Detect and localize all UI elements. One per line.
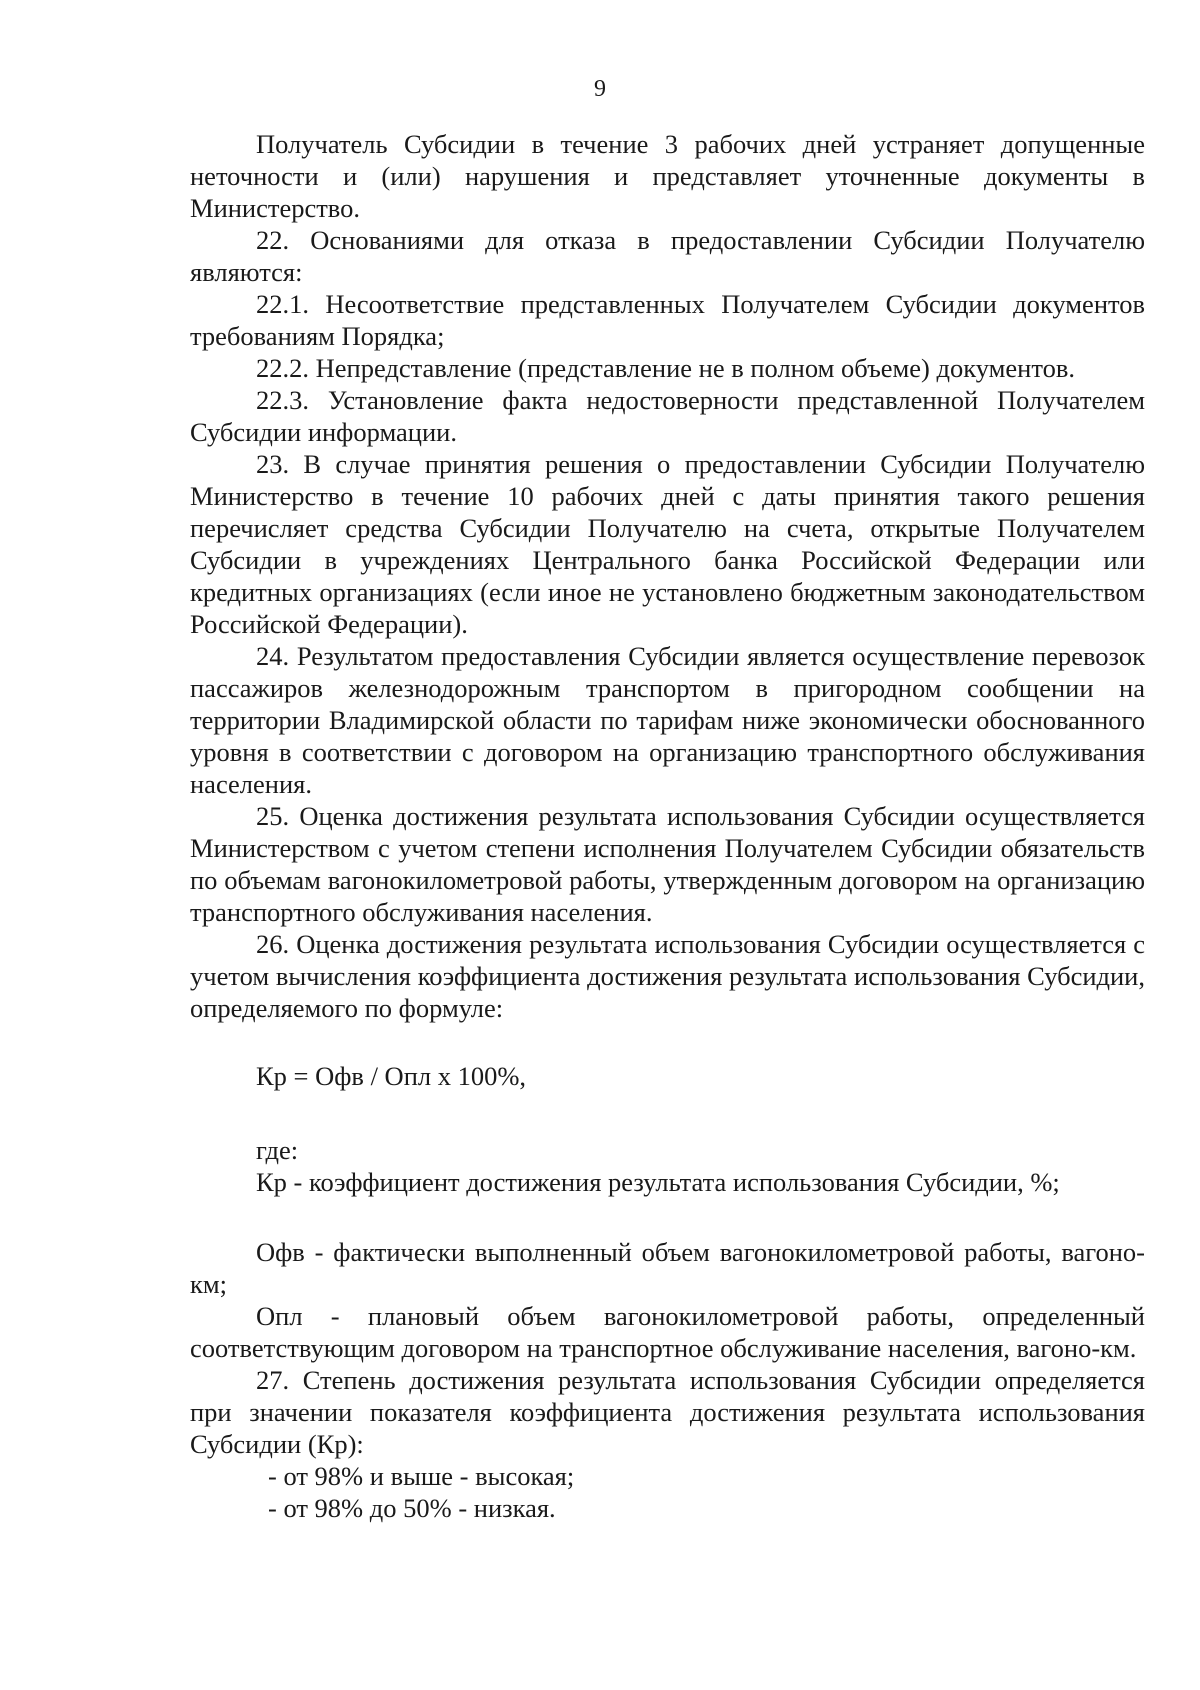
- paragraph-22-2: 22.2. Непредставление (представление не в полном объеме) документов.: [256, 353, 1075, 383]
- definition-opl: Опл - плановый объем вагонокилометровой работы, определенный соответствующим договором на транспортное обслуживание населения, вагоно-км.: [190, 1301, 1145, 1363]
- paragraph-22: 22. Основаниями для отказа в предоставлении Субсидии Получателю являются:: [190, 225, 1145, 287]
- paragraph-22-1: 22.1. Несоответствие представленных Получателем Субсидии документов требованиям Порядка;: [190, 289, 1145, 351]
- level-low: - от 98% до 50% - низкая.: [268, 1493, 556, 1523]
- formula: Кр = Офв / Опл х 100%,: [256, 1061, 527, 1091]
- spacer: [190, 1198, 1145, 1236]
- paragraph-recipient-corrections: Получатель Субсидии в течение 3 рабочих дней устраняет допущенные неточности и (или) нарушения и представляет уточненные документы в Министерство.: [190, 129, 1145, 223]
- document-body: [190, 128, 1145, 1524]
- paragraph-22-3: 22.3. Установление факта недостоверности представленной Получателем Субсидии информации.: [190, 385, 1145, 447]
- paragraph-23: 23. В случае принятия решения о предоставлении Субсидии Получателю Министерство в течение 10 рабочих дней с даты принятия такого решения перечисляет средства Субсидии Получателю на счета, открытые Получателем Субсидии в учреждениях Центрального банка Российской Федерации или кредитных организациях (если иное не установлено бюджетным законодательством Российской Федерации).: [190, 449, 1145, 639]
- paragraph-25: 25. Оценка достижения результата использования Субсидии осуществляется Министерством с учетом степени исполнения Получателем Субсидии обязательств по объемам вагонокилометровой работы, утвержденным договором на организацию транспортного обслуживания населения.: [190, 801, 1145, 927]
- level-high: - от 98% и выше - высокая;: [268, 1461, 575, 1491]
- page-number: 9: [594, 76, 606, 102]
- paragraph-24: 24. Результатом предоставления Субсидии является осуществление перевозок пассажиров железнодорожным транспортом в пригородном сообщении на территории Владимирской области по тарифам ниже экономически обоснованного уровня в соответствии с договором на организацию транспортного обслуживания населения.: [190, 641, 1145, 799]
- definition-ofv: Офв - фактически выполненный объем вагонокилометровой работы, вагоно-км;: [190, 1237, 1145, 1299]
- paragraph-26: 26. Оценка достижения результата использования Субсидии осуществляется с учетом вычисления коэффициента достижения результата использования Субсидии, определяемого по формуле:: [190, 929, 1145, 1023]
- definition-kr: Кр - коэффициент достижения результата использования Субсидии, %;: [256, 1167, 1060, 1197]
- paragraph-27: 27. Степень достижения результата использования Субсидии определяется при значении показателя коэффициента достижения результата использования Субсидии (Кр):: [190, 1365, 1145, 1459]
- where-label: где:: [256, 1135, 299, 1165]
